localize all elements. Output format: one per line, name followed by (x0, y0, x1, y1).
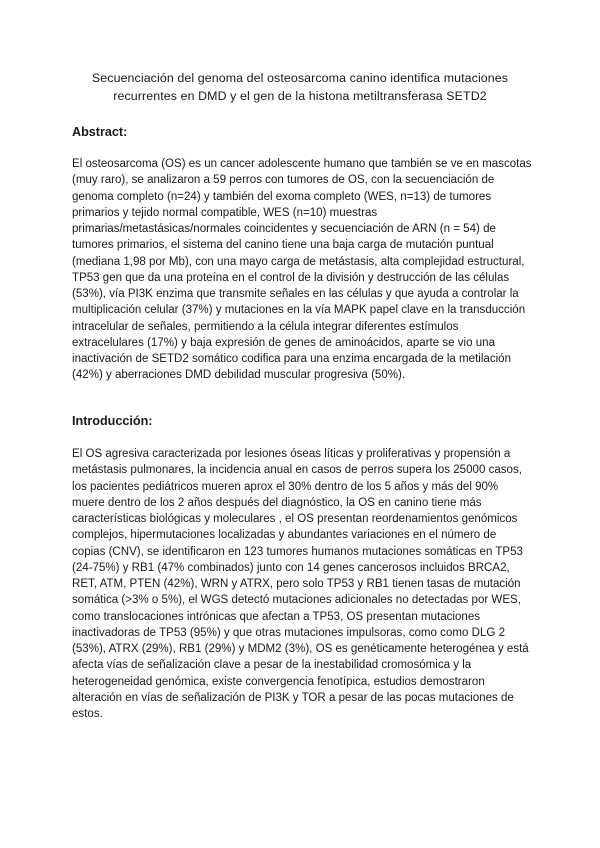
abstract-body: El osteosarcoma (OS) es un cancer adolescente humano que también se ve en mascotas (muy raro), se analizaron a 59 perros con tumores de OS, con la secuenciación de genoma completo (n=24) y también del exoma completo (WES, n=13) de tumores primarios y tejido normal compatible, WES (n=10) muestras primarias/metastásicas/normales coincidentes y secuenciación de ARN (n = 54) de tumores primarios, el sistema del canino tiene una baja carga de mutación puntual (mediana 1,98 por Mb), con una mayo carga de metástasis, alta complejidad estructural, TP53 gen que da una proteína en el control de la división y destrucción de las células (53%), vía PI3K enzima que transmite señales en las células y que ayuda a controlar la multiplicación celular (37%) y mutaciones en la vía MAPK papel clave en la transducción intracelular de señales, permitiendo a la célula integrar diferentes estímulos extracelulares (17%) y baja expresión de genes de aminoácidos, aparte se vio una inactivación de SETD2 somático codifica para una enzima encargada de la metilación (42%) y aberraciones DMD debilidad muscular progresiva (50%). (72, 158, 532, 382)
document-title: Secuenciación del genoma del osteosarcoma canino identifica mutaciones recurrentes en DMD y el gen de la histona metiltransferasa SETD2 (91, 71, 509, 103)
introduction-heading: Introducción: (72, 414, 153, 428)
introduction-body: El OS agresiva caracterizada por lesiones óseas líticas y proliferativas y propensión a metástasis pulmonares, la incidencia anual en casos de perros supera los 25000 casos, los pacientes pediátricos mueren aprox el 30% dentro de los 5 años y más del 90% muere dentro de los 2 años después del diagnóstico, la OS en canino tiene más características biológicas y moleculares , el OS presentan reordenamientos genómicos complejos, hipermutaciones localizadas y abundantes variaciones en el número de copias (CNV), se identificaron en 123 tumores humanos mutaciones somáticas en TP53 (24-75%) y RB1 (47% combinados) junto con 14 genes cancerosos incluidos BRCA2, RET, ATM, PTEN (42%), WRN y ATRX, pero solo TP53 y RB1 tienen tasas de mutación somática (>3% o 5%), el WGS detectó mutaciones adicionales no detectadas por WES, como translocaciones intrónicas que afectan a TP53, OS presentan mutaciones inactivadoras de TP53 (95%) y que otras mutaciones impulsoras, como como DLG 2 (53%), ATRX (29%), RB1 (29%) y MDM2 (3%), OS es genéticamente heterogénea y está afecta vías de señalización clave a pesar de la inestabilidad cromosómica y la heterogeneidad genómica, existe convergencia fenotípica, estudios demostraron alteración en vías de señalización de PI3K y TOR a pesar de las pocas mutaciones de estos. (72, 448, 529, 720)
abstract-heading: Abstract: (72, 125, 128, 139)
